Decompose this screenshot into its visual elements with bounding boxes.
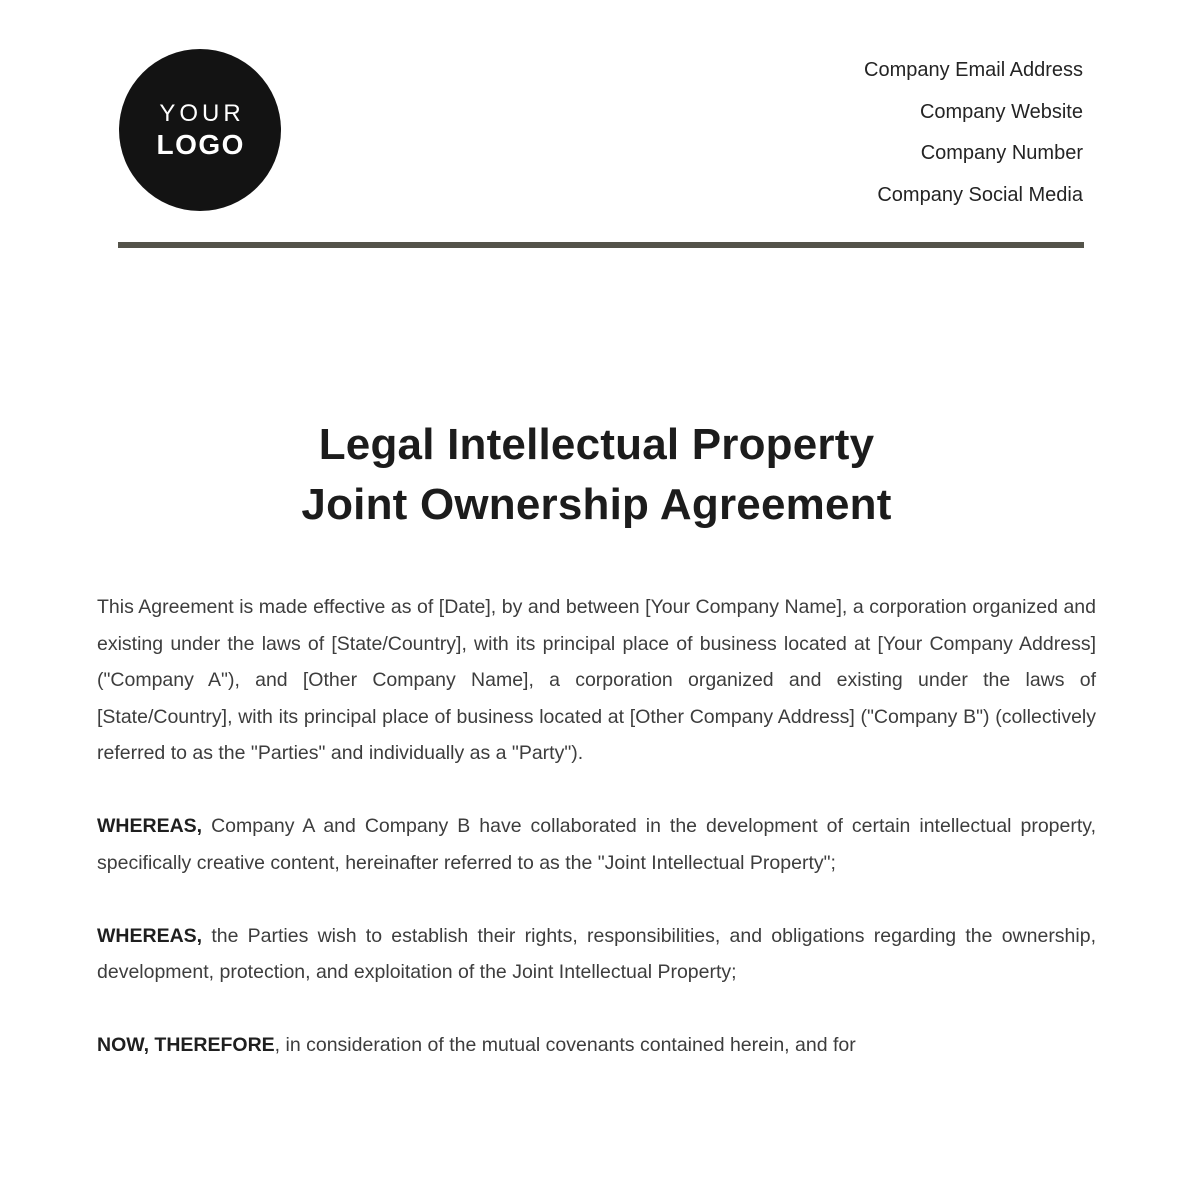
paragraph-whereas-2 — [97, 918, 1096, 991]
company-number: Company Number — [920, 142, 1083, 164]
paragraph-whereas-1 — [97, 808, 1096, 881]
company-email-address: Company Email Address — [864, 59, 1083, 81]
company-website: Company Website — [919, 100, 1083, 123]
paragraph-whereas-2-body: the Parties wish to establish their rights, responsibilities, and obligations regarding the ownership, development, protection, and exploitation of the Joint Intellectual Property; — [97, 924, 1096, 983]
paragraph-now-therefore-lead: NOW, THEREFORE — [97, 1034, 275, 1056]
document-title — [97, 415, 1096, 535]
company-social-media: Company Social Media — [877, 183, 1083, 206]
company-contact-block — [864, 50, 1083, 216]
paragraph-now-therefore-body: , in consideration of the mutual covenants contained herein, and for — [274, 1034, 856, 1056]
paragraph-whereas-1-lead: WHEREAS, — [97, 815, 203, 837]
logo-text-your: YOUR — [159, 100, 245, 127]
document-title-line1: Legal Intellectual Property — [318, 420, 875, 469]
paragraph-now-therefore — [97, 1027, 1096, 1064]
paragraph-intro — [97, 589, 1096, 772]
document-title-line2: Joint Ownership Agreement — [301, 480, 892, 529]
paragraph-whereas-1-body: Company A and Company B have collaborated in the development of certain intellectual property, specifically creative content, hereinafter referred to as the "Joint Intellectual Property"; — [97, 815, 1096, 874]
header-divider-rule — [118, 242, 1084, 248]
logo-text-logo: LOGO — [156, 129, 245, 160]
paragraph-whereas-2-lead: WHEREAS, — [97, 924, 203, 947]
document-content — [97, 415, 1096, 1100]
company-logo — [119, 49, 281, 211]
paragraph-intro-body: This Agreement is made effective as of [Date], by and between [Your Company Name], a corporation organized and existing under the laws of [State/Country], with its principal place of business located at [Your Company Address] ("Company A"), and [Other Company Name], a corporation organized and existing under the laws of [State/Country], with its principal place of business located at [Other Company Address] ("Company B") (collectively referred to as the "Parties" and individually as a "Party"). — [97, 596, 1096, 764]
